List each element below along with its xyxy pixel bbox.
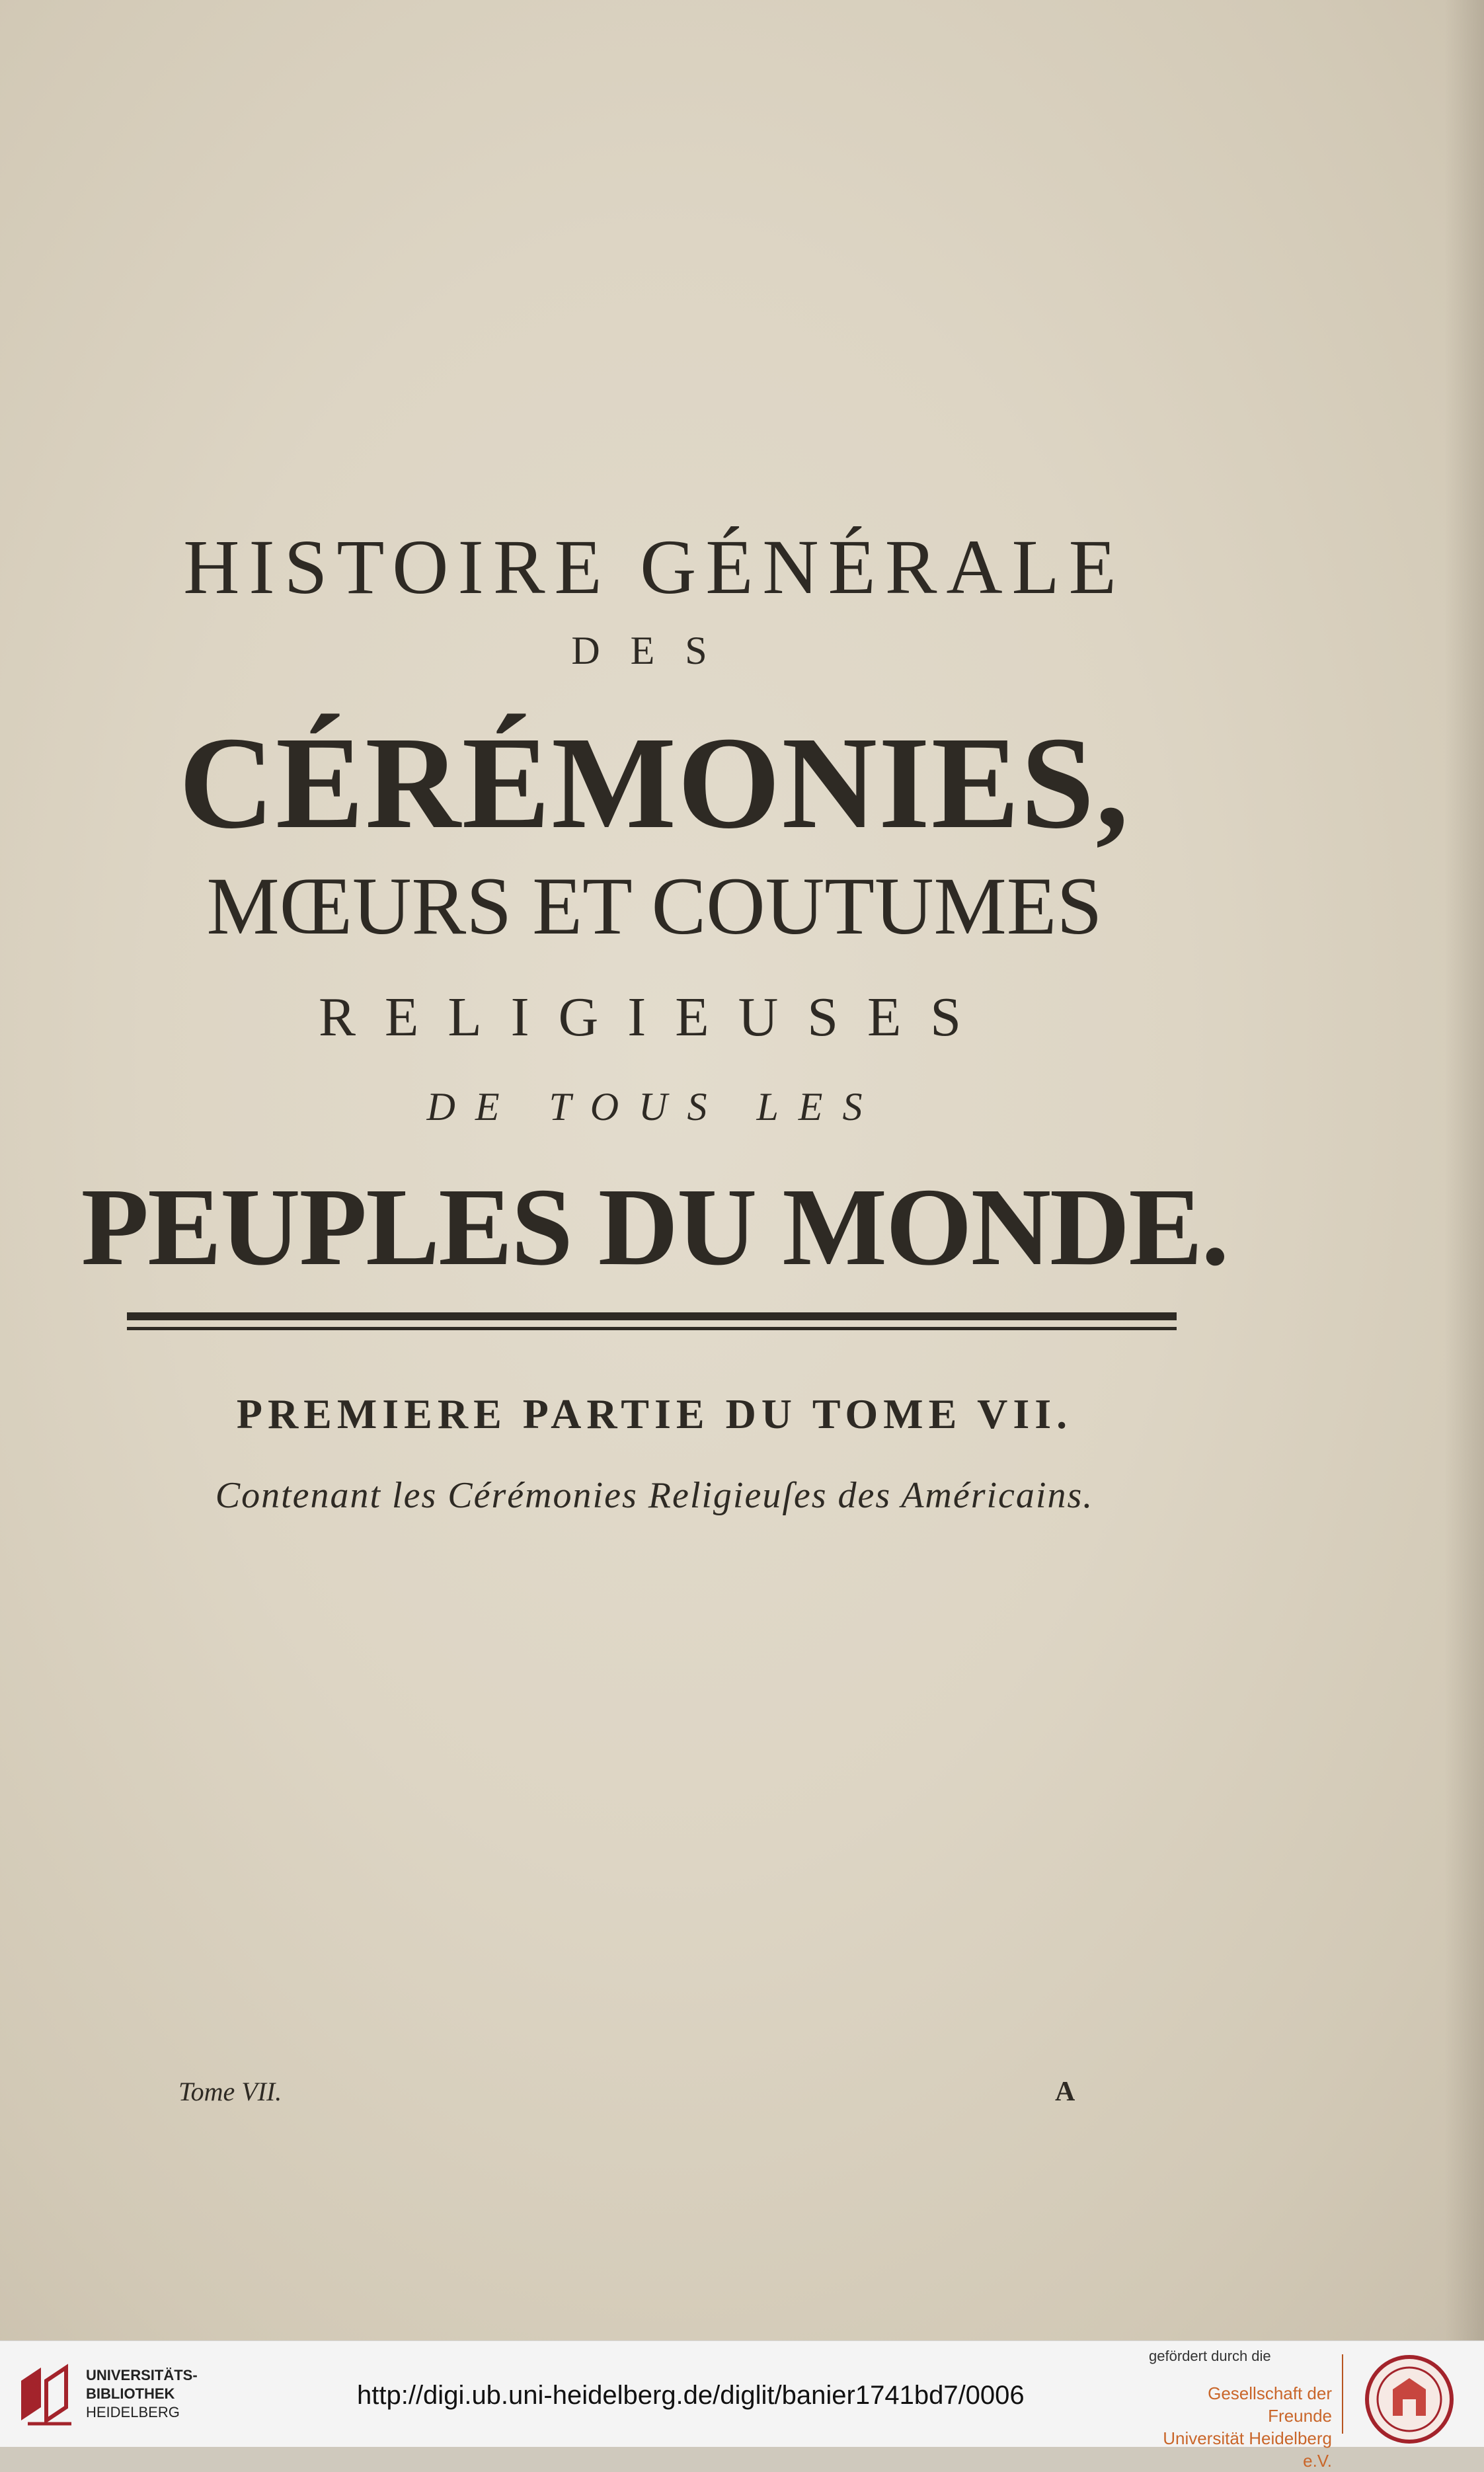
title-line-moeurs: MŒURS ET COUTUMES [206, 861, 1103, 951]
title-line-peuples: PEUPLES DU MONDE. [81, 1166, 1228, 1289]
library-name-line3: HEIDELBERG [86, 2404, 180, 2420]
title-line-histoire: HISTOIRE GÉNÉRALE [183, 524, 1126, 610]
volume-signature: Tome VII. [178, 2077, 282, 2106]
library-name-line1: UNIVERSITÄTS- [86, 2367, 198, 2383]
footer-divider [1342, 2354, 1343, 2434]
gathering-signature: A [1055, 2077, 1075, 2107]
funded-by-label: gefördert durch die [1149, 2348, 1271, 2364]
library-name-line2: BIBLIOTHEK [86, 2385, 175, 2402]
footer-bar [0, 2340, 1484, 2471]
double-rule-thick [127, 1312, 1177, 1320]
title-line-des: DES [571, 629, 738, 672]
society-name-line2: Universität Heidelberg e.V. [1163, 2428, 1332, 2471]
title-line-ceremonies: CÉRÉMONIES, [178, 710, 1130, 856]
library-name[interactable] [86, 2366, 198, 2422]
contents-line: Contenant les Cérémonies Religieuſes des Américains. [215, 1475, 1094, 1516]
university-seal-icon [1363, 2353, 1456, 2446]
society-name[interactable] [1153, 2382, 1332, 2472]
subtitle: PREMIERE PARTIE DU TOME VII. [236, 1390, 1073, 1437]
double-rule-thin [127, 1327, 1177, 1330]
permalink-url[interactable]: http://digi.ub.uni-heidelberg.de/diglit/banier1741bd7/0006 [357, 2381, 1025, 2410]
title-line-religieuses: RELIGIEUSES [319, 986, 990, 1048]
title-line-de-tous-les: DE TOUS LES [426, 1085, 882, 1129]
library-logo-icon[interactable] [15, 2361, 78, 2427]
society-name-line1: Gesellschaft der Freunde [1208, 2383, 1332, 2426]
